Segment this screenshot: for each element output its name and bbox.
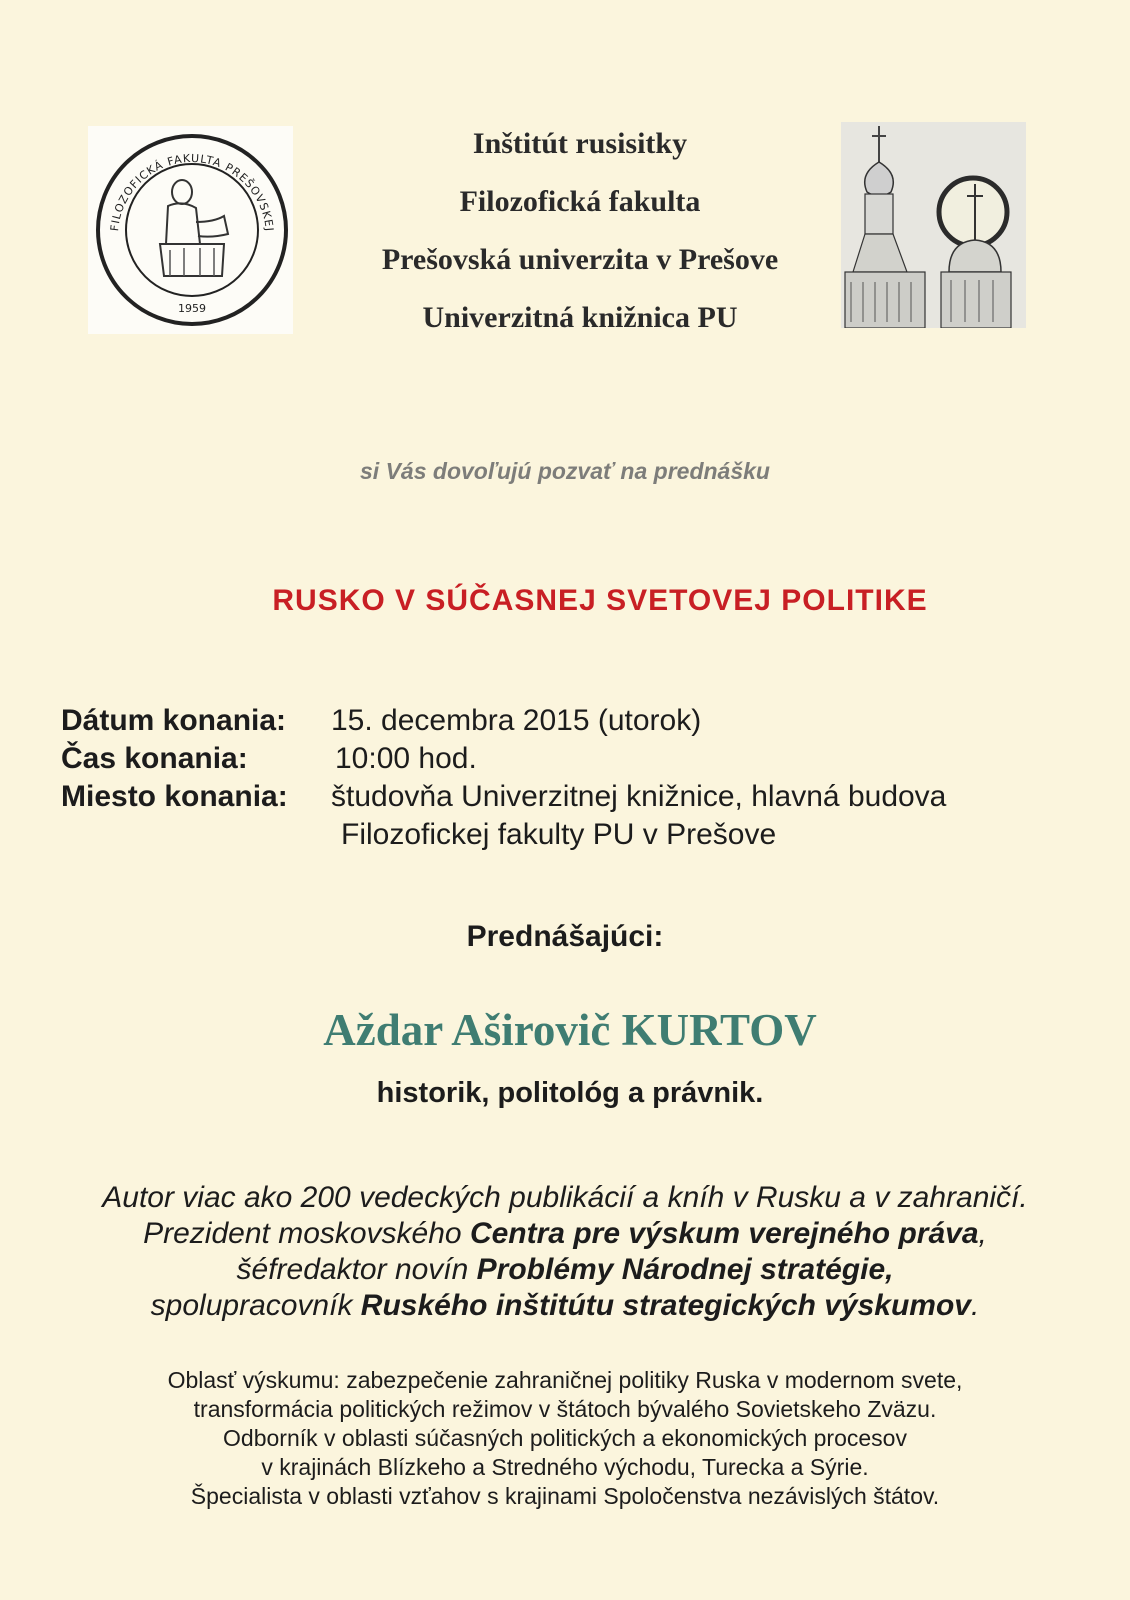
bio-line-3-text: šéfredaktor novín xyxy=(236,1253,477,1286)
research-line-5: Špecialista v oblasti vzťahov s krajinami Spoločenstva nezávislých štátov. xyxy=(190,1483,940,1509)
header-line-faculty: Filozofická fakulta xyxy=(459,185,701,218)
faculty-seal-logo xyxy=(88,126,293,334)
speaker-role: historik, politológ a právnik. xyxy=(376,1077,764,1109)
header-line-library: Univerzitná knižnica PU xyxy=(422,301,738,334)
bio-line-4-emphasis: Ruského inštitútu strategických výskumov xyxy=(360,1289,971,1322)
svg-text:FILOZOFICKÁ FAKULTA PREŠOVSKEJ: FILOZOFICKÁ FAKULTA PREŠOVSKEJ xyxy=(108,151,276,233)
bio-line-4-end: . xyxy=(970,1289,980,1322)
bio-line-1: Autor viac ako 200 vedeckých publikácií a kníh v Rusku a v zahraničí. xyxy=(102,1181,1028,1214)
time-value: 10:00 hod. xyxy=(335,742,477,775)
place-value-line-1: študovňa Univerzitnej knižnice, hlavná budova xyxy=(331,780,947,813)
svg-text:1959: 1959 xyxy=(178,302,206,315)
header-line-university: Prešovská univerzita v Prešove xyxy=(381,243,779,276)
speaker-bio xyxy=(0,1180,1130,1324)
header-line-institute: Inštitút rusisitky xyxy=(472,127,688,160)
research-line-4: v krajinách Blízkeho a Stredného východu, Turecka a Sýrie. xyxy=(261,1454,869,1480)
time-label: Čas konania: xyxy=(61,742,248,775)
research-line-2: transformácia politických režimov v štátoch bývalého Sovietskeho Zväzu. xyxy=(193,1396,937,1422)
speaker-label: Prednášajúci: xyxy=(466,920,664,953)
bio-line-3-emphasis: Problémy Národnej stratégie, xyxy=(476,1253,894,1286)
bio-line-4 xyxy=(0,1288,1130,1324)
bio-line-2-text: Prezident moskovského xyxy=(143,1217,470,1250)
speaker-name: Aždar Aširovič KURTOV xyxy=(323,1005,817,1055)
research-line-3: Odborník v oblasti súčasných politických a ekonomických procesov xyxy=(223,1425,907,1451)
invitation-text: si Vás dovoľujú pozvať na prednášku xyxy=(360,458,770,484)
place-value-line-2: Filozofickej fakulty PU v Prešove xyxy=(341,818,777,851)
bio-line-2 xyxy=(0,1216,1130,1252)
bio-line-4-text: spolupracovník xyxy=(150,1289,361,1322)
bio-line-2-emphasis: Centra pre výskum verejného práva xyxy=(469,1217,979,1250)
lecture-title: RUSKO V SÚČASNEJ SVETOVEJ POLITIKE xyxy=(272,584,928,617)
research-line-1: Oblasť výskumu: zabezpečenie zahraničnej politiky Ruska v modernom svete, xyxy=(167,1367,963,1393)
research-area xyxy=(0,1366,1130,1511)
place-label: Miesto konania: xyxy=(61,780,288,813)
date-value: 15. decembra 2015 (utorok) xyxy=(331,704,702,737)
bio-line-2-end: , xyxy=(978,1217,987,1250)
church-sketch-image xyxy=(841,122,1026,328)
date-label: Dátum konania: xyxy=(61,704,287,737)
bio-line-3 xyxy=(0,1252,1130,1288)
organizers-header xyxy=(330,122,830,354)
